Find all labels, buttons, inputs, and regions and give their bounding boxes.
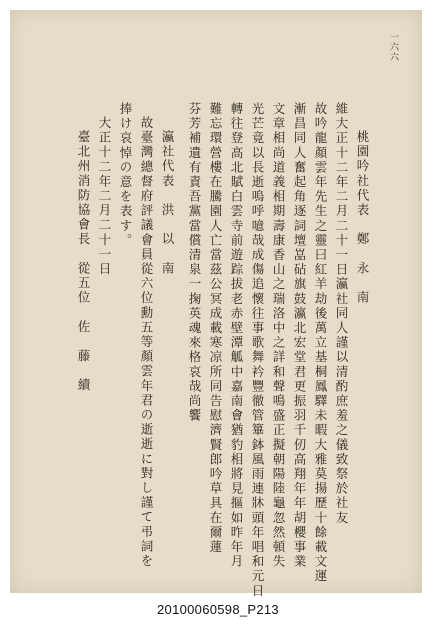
text-column: 漸昌同人奮起角逐詞壇嵓砧旗鼓瀛北宏堂君更振羽千仞高翔年年胡櫻事業 — [292, 102, 307, 570]
text-column: 臺北州消防協會長 從五位 佐 藤 續 — [76, 130, 91, 393]
text-column: 轉往登高北賦白雲寺前遊踪拔老赤壁潭觚中嘉南會猶豹相將見摳如昨年月 — [229, 102, 244, 570]
text-column: 故臺灣總督府評議會員從六位勳五等顏雲年君の逝逝に對し謹て弔詞を — [139, 116, 154, 569]
text-column: 芬芳補遺有責吾黨當償清泉一掬英魂來格哀哉尚饗 — [187, 102, 202, 424]
text-column: 瀛社代表 洪 以 南 — [160, 130, 175, 276]
vertical-text-block — [76, 102, 370, 599]
text-column: 故吟龍顏雲年先生之靈曰紅羊劫後萬立基桐鳳驛未暇大雅莫揚歷十餘載文運 — [313, 102, 328, 584]
page-number: 一六六 — [388, 32, 398, 62]
text-column: 桃園吟社代表 鄭 永 南 — [355, 130, 370, 306]
text-column: 光芒竟以長逝嗚呼噫哉成傷追懷往事歌舞衿豐徹管篳鉢風雨連牀頭年唱和元日 — [250, 102, 265, 599]
text-column: 大正十二年二月二十一日 — [97, 116, 112, 277]
scanned-page — [10, 10, 422, 599]
text-column: 文章相尚道義相期壽康香山之瑞洛中之詳和聲鳴盛正擬朝陽陸龜忽然頓失 — [271, 102, 286, 570]
text-column: 維大正十二年二月二十一日瀛社同人謹以清酌庶羞之儀致祭於社友 — [334, 102, 349, 526]
text-column: 捧け哀悼の意を表す。 — [118, 102, 133, 248]
image-caption: 20100060598_P213 — [157, 602, 279, 617]
text-column: 難忘環營樓在騰園人亡當茲公冥成載寒凉所同告慰濟賢郎吟草具在爾蓮 — [208, 102, 223, 555]
